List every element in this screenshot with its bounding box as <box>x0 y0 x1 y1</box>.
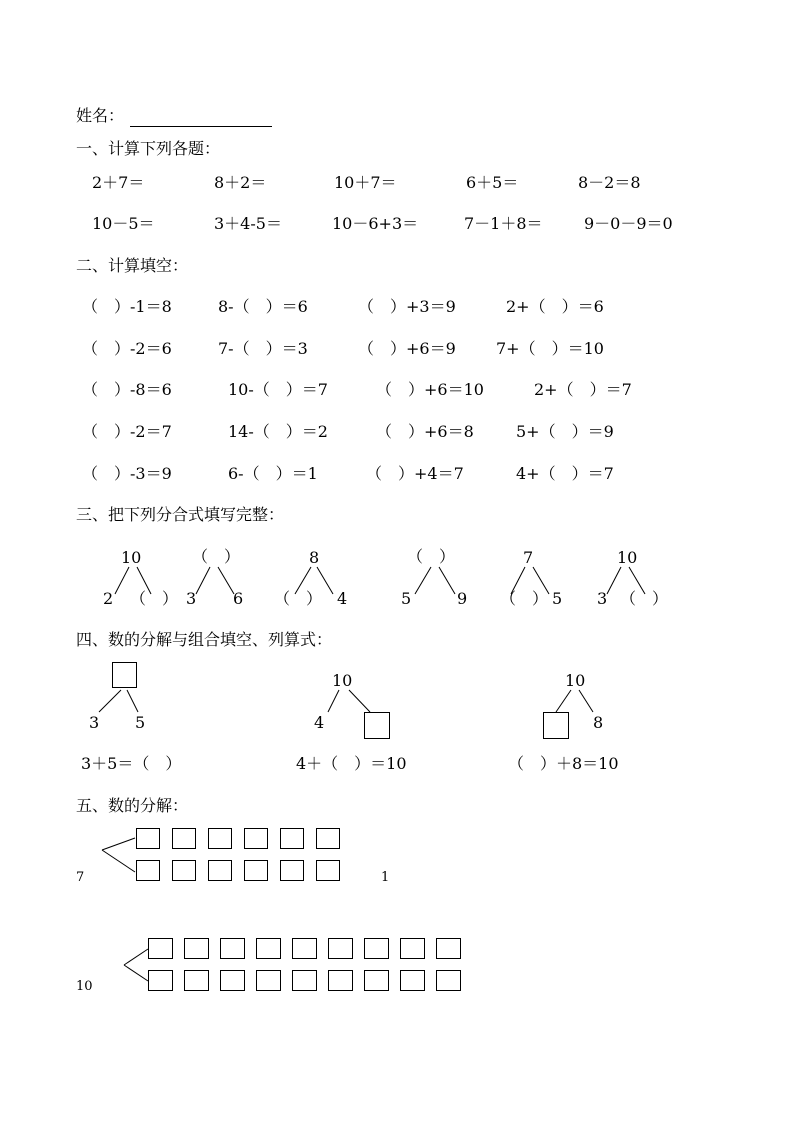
s2-r4-c3: （ ）+6＝8 <box>376 422 474 441</box>
s5a-box-r1-1[interactable] <box>136 828 160 849</box>
tree3-right: 4 <box>337 589 348 608</box>
s5b-box-r1-8[interactable] <box>400 938 425 959</box>
s1-r1-q3: 10＋7＝ <box>334 173 397 192</box>
s1-r1-q1: 2＋7＝ <box>92 173 145 192</box>
s5a-box-r2-3[interactable] <box>208 860 232 881</box>
s5b-box-r2-5[interactable] <box>292 970 317 991</box>
tree3-top: 8 <box>309 548 320 567</box>
s5a-box-r1-6[interactable] <box>316 828 340 849</box>
s5b-box-r1-1[interactable] <box>148 938 173 959</box>
g3-right: 8 <box>593 713 604 732</box>
s2-r1-c1: （ ）-1＝8 <box>82 297 172 316</box>
s2-r3-c2: 10-（ ）＝7 <box>228 380 328 399</box>
g1-left: 3 <box>89 713 100 732</box>
s1-r2-q2: 3＋4-5＝ <box>214 214 282 233</box>
s2-r4-c2: 14-（ ）＝2 <box>228 422 328 441</box>
s5a-box-r2-1[interactable] <box>136 860 160 881</box>
s5b-box-r2-2[interactable] <box>184 970 209 991</box>
tree4-top: （ ） <box>407 547 456 566</box>
g3-equation: （ ）＋8＝10 <box>508 754 619 773</box>
section5-title: 五、数的分解： <box>76 796 189 815</box>
name-blank[interactable] <box>130 126 272 127</box>
s5a-box-r1-3[interactable] <box>208 828 232 849</box>
s2-r5-c2: 6-（ ）＝1 <box>228 464 318 483</box>
s5a-box-r2-6[interactable] <box>316 860 340 881</box>
s2-r3-c1: （ ）-8＝6 <box>82 380 172 399</box>
s1-r1-q4: 6＋5＝ <box>466 173 519 192</box>
s5b-box-r1-3[interactable] <box>220 938 245 959</box>
s1-r2-q5: 9－0－9＝0 <box>584 214 673 233</box>
answer-box-g2-right[interactable] <box>364 712 390 739</box>
section4-title: 四、数的分解与组合填空、列算式： <box>76 630 333 649</box>
s5-extra-1: 1 <box>381 870 390 885</box>
s5b-box-r2-4[interactable] <box>256 970 281 991</box>
tree6-top: 10 <box>617 548 638 567</box>
s2-r5-c1: （ ）-3＝9 <box>82 464 172 483</box>
s2-r5-c3: （ ）+4＝7 <box>366 464 464 483</box>
tree1-top: 10 <box>121 548 142 567</box>
tree5-left: （ ） <box>500 589 549 608</box>
g2-top: 10 <box>332 671 353 690</box>
s5-number-10: 10 <box>76 979 93 994</box>
section3-title: 三、把下列分合式填写完整： <box>76 505 285 524</box>
s1-r2-q4: 7－1＋8＝ <box>464 214 543 233</box>
s5a-box-r2-2[interactable] <box>172 860 196 881</box>
tree2-left: 3 <box>186 589 197 608</box>
tree1-left: 2 <box>103 589 114 608</box>
name-label: 姓名： <box>76 106 125 125</box>
s5-number-7: 7 <box>76 870 85 885</box>
s5a-box-r1-5[interactable] <box>280 828 304 849</box>
s5b-box-r2-7[interactable] <box>364 970 389 991</box>
section1-title: 一、计算下列各题： <box>76 139 221 158</box>
g3-top: 10 <box>565 671 586 690</box>
s1-r1-q5: 8－2＝8 <box>578 173 641 192</box>
tree1-right: （ ） <box>130 589 179 608</box>
s2-r1-c3: （ ）+3＝9 <box>358 297 456 316</box>
s1-r1-q2: 8＋2＝ <box>214 173 267 192</box>
s5b-box-r1-2[interactable] <box>184 938 209 959</box>
tree5-right: 5 <box>552 589 563 608</box>
answer-box-g3-left[interactable] <box>543 712 569 739</box>
tree6-right: （ ） <box>620 589 669 608</box>
s2-r1-c4: 2+（ ）＝6 <box>506 297 604 316</box>
tree4-right: 9 <box>457 589 468 608</box>
s5b-box-r1-4[interactable] <box>256 938 281 959</box>
s5b-box-r2-8[interactable] <box>400 970 425 991</box>
tree4-left: 5 <box>401 589 412 608</box>
s2-r2-c4: 7+（ ）＝10 <box>496 339 604 358</box>
section2-title: 二、计算填空： <box>76 256 189 275</box>
s5b-box-r1-5[interactable] <box>292 938 317 959</box>
tree5-top: 7 <box>523 548 534 567</box>
s1-r2-q3: 10－6+3＝ <box>332 214 419 233</box>
s2-r2-c2: 7-（ ）＝3 <box>218 339 308 358</box>
s2-r3-c4: 2+（ ）＝7 <box>534 380 632 399</box>
g2-left: 4 <box>314 713 325 732</box>
s2-r3-c3: （ ）+6＝10 <box>376 380 484 399</box>
tree6-left: 3 <box>597 589 608 608</box>
tree2-right: 6 <box>233 589 244 608</box>
s5b-box-r1-9[interactable] <box>436 938 461 959</box>
s1-r2-q1: 10－5＝ <box>92 214 155 233</box>
s2-r5-c4: 4+（ ）＝7 <box>516 464 614 483</box>
s2-r2-c3: （ ）+6＝9 <box>358 339 456 358</box>
g2-equation: 4＋（ ）＝10 <box>296 754 407 773</box>
s2-r4-c4: 5+（ ）＝9 <box>516 422 614 441</box>
g1-equation: 3＋5＝（ ） <box>81 754 182 773</box>
s5b-box-r1-7[interactable] <box>364 938 389 959</box>
tree2-top: （ ） <box>192 547 241 566</box>
tree3-left: （ ） <box>274 589 323 608</box>
s2-r1-c2: 8-（ ）＝6 <box>218 297 308 316</box>
s5a-box-r2-4[interactable] <box>244 860 268 881</box>
g1-right: 5 <box>135 713 146 732</box>
s2-r4-c1: （ ）-2＝7 <box>82 422 172 441</box>
s5a-box-r2-5[interactable] <box>280 860 304 881</box>
s5b-box-r2-1[interactable] <box>148 970 173 991</box>
s2-r2-c1: （ ）-2＝6 <box>82 339 172 358</box>
s5a-box-r1-2[interactable] <box>172 828 196 849</box>
answer-box-g1-top[interactable] <box>112 662 137 688</box>
s5b-box-r2-3[interactable] <box>220 970 245 991</box>
s5a-box-r1-4[interactable] <box>244 828 268 849</box>
s5b-box-r2-9[interactable] <box>436 970 461 991</box>
s5b-box-r1-6[interactable] <box>328 938 353 959</box>
s5b-box-r2-6[interactable] <box>328 970 353 991</box>
